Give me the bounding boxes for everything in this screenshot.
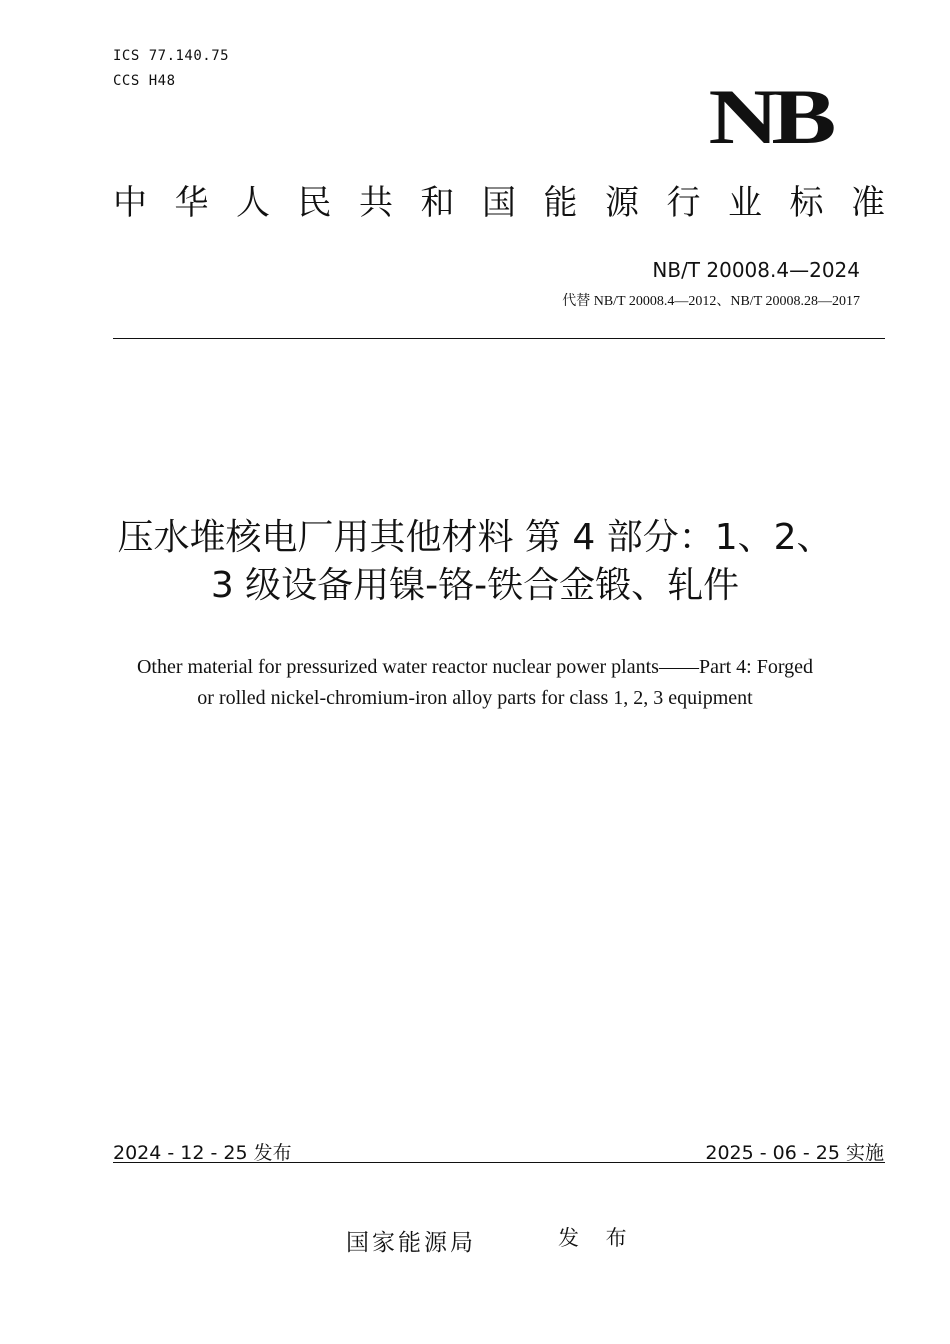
header-char: 准 — [851, 183, 885, 223]
ics-code: ICS 77.140.75 — [113, 48, 230, 64]
bottom-divider — [113, 1162, 885, 1163]
header-char: 能 — [543, 183, 578, 223]
standard-code: NB/T 20008.4—2024 — [652, 258, 860, 282]
english-title-line-1: Other material for pressurized water reactor nuclear power plants——Part 4: Forged — [136, 656, 814, 678]
header-char: 人 — [236, 183, 270, 223]
header-char: 共 — [359, 183, 393, 223]
header-char: 国 — [482, 183, 516, 223]
issue-label: 发 布 — [558, 1226, 637, 1250]
header-char: 华 — [174, 183, 209, 223]
replaces-note: 代替 NB/T 20008.4—2012、NB/T 20008.28—2017 — [562, 294, 860, 309]
header-char: 业 — [728, 183, 762, 223]
header-char: 和 — [420, 183, 455, 223]
publish-date: 2024 - 12 - 25 发布 — [113, 1142, 292, 1164]
chinese-title-line-2: 3 级设备用镍-铬-铁合金锻、轧件 — [210, 565, 740, 606]
nb-logo: NB — [708, 73, 829, 160]
chinese-title — [60, 514, 890, 610]
header-char: 中 — [113, 183, 147, 223]
header-char: 源 — [605, 183, 639, 223]
header-char: 行 — [666, 183, 701, 223]
standard-header — [113, 183, 885, 223]
implement-date: 2025 - 06 - 25 实施 — [705, 1142, 884, 1164]
english-title — [60, 652, 890, 714]
issuer-name: 国家能源局 — [346, 1230, 476, 1256]
english-title-line-2: or rolled nickel-chromium-iron alloy parts for class 1, 2, 3 equipment — [197, 687, 753, 709]
header-char: 标 — [789, 183, 824, 223]
top-divider — [113, 338, 885, 339]
chinese-title-line-1: 压水堆核电厂用其他材料 第 4 部分：1、2、 — [117, 517, 833, 558]
header-char: 民 — [297, 183, 332, 223]
ccs-code: CCS H48 — [113, 73, 176, 89]
